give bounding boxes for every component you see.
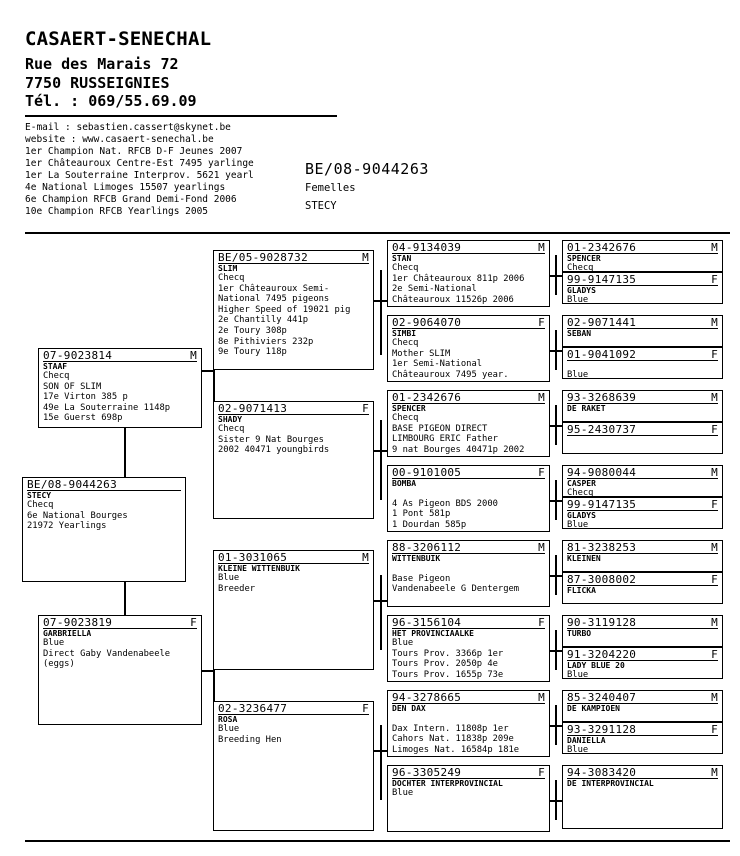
pigeon-name bbox=[567, 436, 718, 445]
pigeon-detail-line: Blue bbox=[567, 745, 589, 754]
pigeon-card-gen3-5 bbox=[387, 615, 550, 682]
sex-marker: F bbox=[538, 316, 545, 329]
ring-number: BE/05-9028732 bbox=[218, 251, 308, 264]
ring-number: 04-9134039 bbox=[392, 241, 462, 254]
sex-marker: M bbox=[362, 251, 369, 264]
ring-number: 02-3236477 bbox=[218, 702, 288, 715]
ring-number: 96-3156104 bbox=[392, 616, 462, 629]
ring-number: 99-9147135 bbox=[567, 273, 637, 286]
pigeon-detail-line: 2e Semi-National bbox=[392, 284, 477, 295]
pigeon-name: DE KAMPIOEN bbox=[567, 704, 620, 713]
pigeon-card-header bbox=[392, 467, 545, 479]
ring-number: 02-9071441 bbox=[567, 316, 637, 329]
pigeon-detail-line: 6e National Bourges bbox=[27, 510, 128, 521]
pigeon-detail-line: Tours Prov. 1655p 73e bbox=[392, 669, 504, 680]
pigeon-card-gen4-6 bbox=[562, 465, 723, 497]
pigeon-card-gen4-11 bbox=[562, 647, 723, 679]
ring-number: 01-9041092 bbox=[567, 348, 637, 361]
ring-number: 07-9023819 bbox=[43, 616, 113, 629]
pigeon-detail-line: Breeder bbox=[218, 583, 256, 594]
ring-number: 07-9023814 bbox=[43, 349, 113, 362]
sex-marker: F bbox=[711, 498, 718, 511]
ring-number: 93-3291128 bbox=[567, 723, 637, 736]
pigeon-name: LADY BLUE 20 bbox=[567, 661, 625, 670]
pigeon-card-header bbox=[392, 317, 545, 329]
pigeon-detail-line: 4 As Pigeon BDS 2000 bbox=[392, 498, 498, 509]
pigeon-card-header bbox=[218, 403, 369, 415]
pigeon-name: GARBRIELLA bbox=[43, 629, 92, 638]
pigeon-card-header bbox=[27, 479, 181, 491]
pigeon-detail-line: 49e La Souterraine 1148p bbox=[43, 402, 171, 413]
ring-number: 95-2430737 bbox=[567, 423, 637, 436]
pigeon-detail-line: Checq bbox=[218, 424, 245, 434]
pigeon-detail-line: 8e Pithiviers 232p bbox=[218, 336, 314, 347]
contact-website: website : www.casaert-senechal.be bbox=[25, 134, 214, 145]
pigeon-card-header bbox=[218, 552, 369, 564]
sex-marker: M bbox=[711, 241, 718, 254]
pigeon-card-header bbox=[392, 242, 545, 254]
pigeon-name: SIMBI bbox=[392, 329, 417, 338]
pedigree-connector bbox=[555, 780, 557, 820]
pigeon-detail-line: Blue bbox=[567, 670, 589, 679]
header-divider bbox=[25, 115, 337, 117]
ring-number: 01-2342676 bbox=[567, 241, 637, 254]
achievement-line: 1er La Souterraine Interprov. 5621 yearl bbox=[25, 170, 254, 181]
top-divider bbox=[25, 232, 730, 234]
pigeon-card-header bbox=[567, 574, 718, 586]
pigeon-detail-line: 2e Toury 308p bbox=[218, 325, 287, 336]
pigeon-card-header bbox=[567, 767, 718, 779]
pigeon-detail-line bbox=[392, 713, 545, 724]
pigeon-detail-line: Higher Speed of 19021 pig bbox=[218, 304, 351, 315]
pigeon-name: SLIM bbox=[218, 264, 238, 273]
pigeon-detail-line: Châteauroux 7495 year. bbox=[392, 369, 509, 380]
sex-marker: M bbox=[538, 241, 545, 254]
pigeon-card-header bbox=[567, 542, 718, 554]
ring-number: 02-9064070 bbox=[392, 316, 462, 329]
pigeon-card-header bbox=[392, 692, 545, 704]
pigeon-card-gen4-13 bbox=[562, 722, 723, 754]
pigeon-name: SHADY bbox=[218, 415, 243, 424]
pigeon-card-dam bbox=[38, 615, 202, 725]
pigeon-card-gen3-3 bbox=[387, 465, 550, 532]
pigeon-name: ROSA bbox=[218, 715, 238, 724]
pigeon-card-gen4-8 bbox=[562, 540, 723, 572]
pigeon-card-header bbox=[567, 467, 718, 479]
pigeon-name: CASPER bbox=[567, 479, 596, 488]
ring-number: 88-3206112 bbox=[392, 541, 462, 554]
pigeon-card-gen4-0 bbox=[562, 240, 723, 272]
pedigree-connector bbox=[555, 555, 557, 595]
ring-number: 90-3119128 bbox=[567, 616, 637, 629]
pigeon-name: DEN DAX bbox=[392, 704, 426, 713]
pigeon-detail-line: Base Pigeon bbox=[392, 573, 451, 584]
pigeon-card-subject bbox=[22, 477, 186, 582]
pigeon-detail-line: Blue bbox=[567, 370, 589, 379]
ring-number: 01-2342676 bbox=[392, 391, 462, 404]
pedigree-connector bbox=[380, 420, 382, 500]
pigeon-detail-line bbox=[392, 563, 545, 574]
pigeon-name: KLEINEN bbox=[567, 554, 601, 563]
pigeon-card-sire bbox=[38, 348, 202, 428]
pigeon-detail-line: BASE PIGEON DIRECT bbox=[392, 423, 488, 434]
pigeon-detail-line: SON OF SLIM bbox=[43, 381, 102, 392]
pigeon-detail-line: Blue bbox=[392, 788, 414, 798]
sex-marker: F bbox=[711, 348, 718, 361]
pigeon-card-gen3-6 bbox=[387, 690, 550, 757]
ring-number: 94-3278665 bbox=[392, 691, 462, 704]
sex-marker: M bbox=[711, 391, 718, 404]
pigeon-card-sire-dam bbox=[213, 401, 374, 519]
sex-marker: M bbox=[362, 551, 369, 564]
pigeon-detail-line: (eggs) bbox=[43, 659, 75, 670]
pigeon-detail-line: 1er Semi-National bbox=[392, 359, 483, 370]
pigeon-card-header bbox=[567, 424, 718, 436]
pigeon-detail-line: Direct Gaby Vandenabeele bbox=[43, 648, 171, 659]
pigeon-detail-line: Tours Prov. 2050p 4e bbox=[392, 659, 498, 670]
pigeon-card-gen4-1 bbox=[562, 272, 723, 304]
ring-number: BE/08-9044263 bbox=[27, 478, 117, 491]
pedigree-connector bbox=[124, 428, 126, 478]
pigeon-name bbox=[567, 361, 718, 370]
pigeon-card-header bbox=[567, 499, 718, 511]
sex-marker: F bbox=[538, 766, 545, 779]
pigeon-card-header bbox=[43, 617, 197, 629]
pigeon-detail-line: 1er Châteauroux Semi- bbox=[218, 283, 330, 294]
pigeon-detail-line: Checq bbox=[392, 263, 419, 273]
sex-marker: M bbox=[711, 466, 718, 479]
ring-number: 01-3031065 bbox=[218, 551, 288, 564]
sex-marker: M bbox=[711, 616, 718, 629]
pigeon-name: STAAF bbox=[43, 362, 68, 371]
pigeon-detail-line: Sister 9 Nat Bourges bbox=[218, 434, 324, 445]
ring-number: 87-3008002 bbox=[567, 573, 637, 586]
pigeon-card-header bbox=[43, 350, 197, 362]
pigeon-card-gen3-1 bbox=[387, 315, 550, 382]
pigeon-detail-line: Checq bbox=[43, 371, 70, 381]
pigeon-card-header bbox=[567, 242, 718, 254]
pigeon-card-gen4-12 bbox=[562, 690, 723, 722]
pedigree-connector bbox=[555, 705, 557, 745]
pigeon-name: WITTENBUIK bbox=[392, 554, 441, 563]
pigeon-name: KLEINE WITTENBUIK bbox=[218, 564, 300, 573]
pigeon-detail-line: 1 Pont 581p bbox=[392, 509, 451, 520]
pigeon-card-header bbox=[567, 724, 718, 736]
pigeon-detail-line: Breeding Hen bbox=[218, 734, 282, 745]
pigeon-detail-line: Blue bbox=[43, 638, 65, 648]
pigeon-detail-line: Blue bbox=[392, 638, 414, 648]
breeder-street: Rue des Marais 72 bbox=[25, 55, 179, 73]
sex-marker: F bbox=[538, 466, 545, 479]
sex-marker: M bbox=[190, 349, 197, 362]
pigeon-card-gen3-4 bbox=[387, 540, 550, 607]
pigeon-detail-line: 17e Virton 385 p bbox=[43, 392, 128, 403]
pigeon-detail-line: Checq bbox=[392, 338, 419, 348]
sex-marker: M bbox=[538, 391, 545, 404]
sex-marker: F bbox=[362, 402, 369, 415]
pigeon-card-gen4-3 bbox=[562, 347, 723, 379]
pigeon-name: GLADYS bbox=[567, 511, 596, 520]
sex-marker: M bbox=[711, 541, 718, 554]
subject-heading bbox=[305, 160, 429, 214]
pigeon-detail-line: 2e Chantilly 441p bbox=[218, 315, 309, 326]
pigeon-card-header bbox=[392, 542, 545, 554]
pigeon-detail-line: Checq bbox=[27, 500, 54, 510]
ring-number: 02-9071413 bbox=[218, 402, 288, 415]
pedigree-connector bbox=[555, 330, 557, 370]
ring-number: 93-3268639 bbox=[567, 391, 637, 404]
pigeon-card-gen4-5 bbox=[562, 422, 723, 454]
pigeon-card-header bbox=[218, 703, 369, 715]
sex-marker: F bbox=[538, 616, 545, 629]
pigeon-card-header bbox=[218, 252, 369, 264]
ring-number: 00-9101005 bbox=[392, 466, 462, 479]
pigeon-detail-line: 9e Toury 118p bbox=[218, 347, 287, 358]
pigeon-name: TURBO bbox=[567, 629, 592, 638]
pedigree-connector bbox=[380, 270, 382, 355]
ring-number: 96-3305249 bbox=[392, 766, 462, 779]
pigeon-detail-line: 15e Guerst 698p bbox=[43, 413, 123, 424]
sex-marker: M bbox=[711, 766, 718, 779]
pigeon-detail-line: Blue bbox=[218, 724, 240, 734]
pigeon-card-gen4-9 bbox=[562, 572, 723, 604]
pigeon-name: DANIELLA bbox=[567, 736, 606, 745]
pigeon-name: GLADYS bbox=[567, 286, 596, 295]
sex-marker: M bbox=[538, 541, 545, 554]
ring-number: 94-9080044 bbox=[567, 466, 637, 479]
pigeon-name: FLICKA bbox=[567, 586, 596, 595]
pedigree-connector bbox=[555, 630, 557, 670]
pigeon-detail-line: 21972 Yearlings bbox=[27, 521, 107, 532]
sex-marker: F bbox=[711, 723, 718, 736]
pigeon-name: DE RAKET bbox=[567, 404, 606, 413]
pigeon-card-header bbox=[392, 392, 545, 404]
achievement-line: 10e Champion RFCB Yearlings 2005 bbox=[25, 206, 209, 217]
sex-marker: M bbox=[711, 691, 718, 704]
subject-sex: Femelles bbox=[305, 182, 356, 194]
ring-number: 81-3238253 bbox=[567, 541, 637, 554]
pigeon-card-gen4-14 bbox=[562, 765, 723, 829]
pigeon-card-header bbox=[567, 349, 718, 361]
pigeon-name: SEBAN bbox=[567, 329, 592, 338]
pigeon-detail-line: 2002 40471 youngbirds bbox=[218, 445, 330, 456]
sex-marker: F bbox=[711, 273, 718, 286]
pedigree-connector bbox=[555, 480, 557, 520]
pedigree-connector bbox=[124, 582, 126, 615]
pedigree-connector bbox=[380, 725, 382, 800]
sex-marker: F bbox=[362, 702, 369, 715]
pigeon-detail-line: Vandenabeele G Dentergem bbox=[392, 584, 520, 595]
sex-marker: M bbox=[538, 691, 545, 704]
subject-name: STECY bbox=[305, 200, 337, 212]
breeder-achievements bbox=[25, 122, 254, 218]
pigeon-name: DOCHTER INTERPROVINCIAL bbox=[392, 779, 503, 788]
pigeon-detail-line: Tours Prov. 3366p 1er bbox=[392, 648, 504, 659]
achievement-line: 4e National Limoges 15507 yearlings bbox=[25, 182, 226, 193]
pigeon-card-header bbox=[567, 392, 718, 404]
pigeon-card-gen4-2 bbox=[562, 315, 723, 347]
pigeon-card-gen4-10 bbox=[562, 615, 723, 647]
pigeon-detail-line: LIMBOURG ERIC Father bbox=[392, 434, 498, 445]
pedigree-connector bbox=[555, 405, 557, 445]
pigeon-card-header bbox=[567, 617, 718, 629]
breeder-city: 7750 RUSSEIGNIES bbox=[25, 74, 170, 92]
pigeon-detail-line: Checq bbox=[567, 263, 594, 272]
pigeon-card-gen3-0 bbox=[387, 240, 550, 307]
pigeon-card-header bbox=[567, 274, 718, 286]
sex-marker: M bbox=[711, 316, 718, 329]
pigeon-card-header bbox=[567, 692, 718, 704]
ring-number: 91-3204220 bbox=[567, 648, 637, 661]
pigeon-detail-line: 9 nat Bourges 40471p 2002 bbox=[392, 444, 525, 455]
pigeon-name: SPENCER bbox=[567, 254, 601, 263]
pigeon-detail-line: Mother SLIM bbox=[392, 348, 451, 359]
achievement-line: 1er Champion Nat. RFCB D-F Jeunes 2007 bbox=[25, 146, 243, 157]
pigeon-card-gen3-2 bbox=[387, 390, 550, 457]
ring-number: 85-3240407 bbox=[567, 691, 637, 704]
breeder-phone: Tél. : 069/55.69.09 bbox=[25, 92, 197, 110]
contact-email: E-mail : sebastien.cassert@skynet.be bbox=[25, 122, 231, 133]
pigeon-detail-line: Blue bbox=[567, 295, 589, 304]
pigeon-detail-line: Checq bbox=[218, 273, 245, 283]
pigeon-detail-line: National 7495 pigeons bbox=[218, 294, 330, 305]
pigeon-detail-line: Checq bbox=[392, 413, 419, 423]
pigeon-name: HET PROVINCIAALKE bbox=[392, 629, 474, 638]
sex-marker: F bbox=[190, 616, 197, 629]
ring-number: 99-9147135 bbox=[567, 498, 637, 511]
pigeon-card-gen4-7 bbox=[562, 497, 723, 529]
pigeon-card-header bbox=[392, 617, 545, 629]
pigeon-name: STECY bbox=[27, 491, 52, 500]
subject-ring-number: BE/08-9044263 bbox=[305, 160, 429, 178]
achievement-line: 1er Châteauroux Centre-Est 7495 yarlinge bbox=[25, 158, 254, 169]
pigeon-card-gen4-4 bbox=[562, 390, 723, 422]
bottom-divider bbox=[25, 840, 730, 842]
pigeon-name: DE INTERPROVINCIAL bbox=[567, 779, 654, 788]
achievement-line: 6e Champion RFCB Grand Demi-Fond 2006 bbox=[25, 194, 237, 205]
pigeon-detail-line: Cahors Nat. 11838p 209e bbox=[392, 734, 514, 745]
pigeon-detail-line: Châteauroux 11526p 2006 bbox=[392, 294, 514, 305]
pigeon-name: STAN bbox=[392, 254, 412, 263]
pigeon-card-header bbox=[567, 317, 718, 329]
pigeon-detail-line: Dax Intern. 11808p 1er bbox=[392, 723, 509, 734]
pigeon-detail-line: Blue bbox=[567, 520, 589, 529]
pigeon-detail-line: Limoges Nat. 16584p 181e bbox=[392, 744, 520, 755]
pigeon-detail-line bbox=[392, 488, 545, 499]
sex-marker: F bbox=[711, 423, 718, 436]
pedigree-connector bbox=[555, 255, 557, 295]
sex-marker: F bbox=[711, 573, 718, 586]
pedigree-connector bbox=[380, 575, 382, 650]
pigeon-name: SPENCER bbox=[392, 404, 426, 413]
pigeon-card-dam-dam bbox=[213, 701, 374, 831]
pigeon-card-header bbox=[392, 767, 545, 779]
pigeon-detail-line: Blue bbox=[218, 573, 240, 583]
pigeon-card-dam-sire bbox=[213, 550, 374, 670]
pigeon-card-gen3-7 bbox=[387, 765, 550, 832]
pigeon-detail-line: 1er Châteauroux 811p 2006 bbox=[392, 273, 525, 284]
pigeon-card-header bbox=[567, 649, 718, 661]
pigeon-name: BOMBA bbox=[392, 479, 417, 488]
sex-marker: F bbox=[711, 648, 718, 661]
pigeon-detail-line: 1 Dourdan 585p bbox=[392, 519, 467, 530]
pigeon-detail-line: Checq bbox=[567, 488, 594, 497]
ring-number: 94-3083420 bbox=[567, 766, 637, 779]
pigeon-card-sire-sire bbox=[213, 250, 374, 370]
breeder-name: CASAERT-SENECHAL bbox=[25, 28, 212, 50]
